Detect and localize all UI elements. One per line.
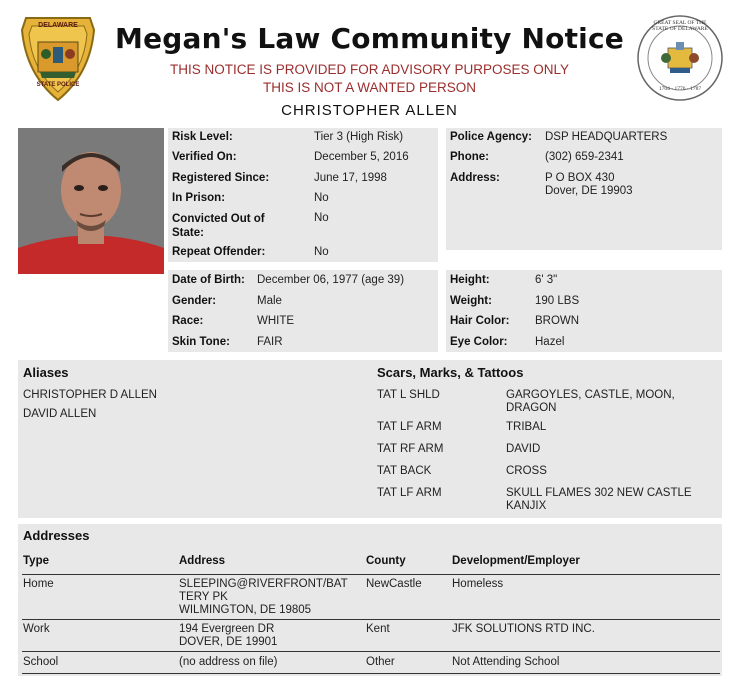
eye-color-value: Hazel <box>535 336 565 348</box>
height-value: 6' 3" <box>535 274 558 286</box>
badge-top-text: DELAWARE <box>38 22 78 29</box>
gender-label: Gender: <box>172 295 217 307</box>
aliases-heading: Aliases <box>23 365 69 380</box>
convicted-out-value: No <box>314 212 329 224</box>
phone-label: Phone: <box>450 151 489 163</box>
row-divider <box>22 651 720 652</box>
convicted-out-label: Convicted Out of State: <box>172 213 265 239</box>
registered-since-value: June 17, 1998 <box>314 172 387 184</box>
address-row-type: Work <box>23 623 50 635</box>
addresses-heading: Addresses <box>23 528 90 543</box>
seal-years: 1704 · 1776 · 1787 <box>658 86 702 92</box>
police-agency-label: Police Agency: <box>450 131 533 143</box>
mark-type: TAT BACK <box>377 465 432 477</box>
hair-color-label: Hair Color: <box>450 315 510 327</box>
offender-photo <box>18 128 164 274</box>
hair-color-value: BROWN <box>535 315 580 327</box>
badge-bottom-text: STATE POLICE <box>36 82 80 88</box>
alias-item: DAVID ALLEN <box>23 408 97 420</box>
column-header-employer: Development/Employer <box>452 555 580 567</box>
advisory-notice: THIS NOTICE IS PROVIDED FOR ADVISORY PURPOSES ONLY <box>169 62 570 77</box>
address-row-type: School <box>23 656 59 668</box>
agency-address-line1: P O BOX 430 <box>545 172 615 184</box>
alias-item: CHRISTOPHER D ALLEN <box>23 389 157 401</box>
mark-type: TAT L SHLD <box>377 389 440 401</box>
in-prison-value: No <box>314 192 329 204</box>
in-prison-label: In Prison: <box>172 192 226 204</box>
verified-on-value: December 5, 2016 <box>314 151 409 163</box>
page-title: Megan's Law Community Notice <box>115 22 624 55</box>
address-row-county: Kent <box>366 623 390 635</box>
agency-address-label: Address: <box>450 172 500 184</box>
mark-description: DAVID <box>506 443 541 455</box>
dob-label: Date of Birth: <box>172 274 245 286</box>
race-value: WHITE <box>257 315 295 327</box>
verified-on-label: Verified On: <box>172 151 237 163</box>
address-row-county: Other <box>366 656 395 668</box>
repeat-offender-value: No <box>314 246 329 258</box>
phone-value: (302) 659-2341 <box>545 151 624 163</box>
gender-value: Male <box>257 295 282 307</box>
risk-level-value: Tier 3 (High Risk) <box>314 131 404 143</box>
mark-description: CROSS <box>506 465 547 477</box>
address-row-line2: DOVER, DE 19901 <box>179 636 278 648</box>
addresses-panel <box>18 524 722 676</box>
column-header-type: Type <box>23 555 49 567</box>
risk-level-label: Risk Level: <box>172 131 233 143</box>
column-header-address: Address <box>179 555 226 567</box>
registered-since-label: Registered Since: <box>172 172 270 184</box>
row-divider <box>22 619 720 620</box>
height-label: Height: <box>450 274 490 286</box>
mark-description: TRIBAL <box>506 421 547 433</box>
eye-color-label: Eye Color: <box>450 336 508 348</box>
address-row-employer: JFK SOLUTIONS RTD INC. <box>452 623 595 635</box>
mark-type: TAT LF ARM <box>377 487 442 499</box>
agency-address-line2: Dover, DE 19903 <box>545 185 633 197</box>
column-header-county: County <box>366 555 406 567</box>
offender-name: CHRISTOPHER ALLEN <box>281 102 458 119</box>
row-divider <box>22 673 720 674</box>
address-row-line3: WILMINGTON, DE 19805 <box>179 604 312 616</box>
mark-type: TAT LF ARM <box>377 421 442 433</box>
mark-description: SKULL FLAMES 302 NEW CASTLE KANJIX <box>506 487 692 512</box>
mark-type: TAT RF ARM <box>377 443 444 455</box>
dob-value: December 06, 1977 (age 39) <box>257 274 405 286</box>
address-row-county: NewCastle <box>366 578 422 590</box>
repeat-offender-label: Repeat Offender: <box>172 246 266 258</box>
weight-label: Weight: <box>450 295 492 307</box>
header-divider <box>22 574 720 575</box>
police-agency-value: DSP HEADQUARTERS <box>545 131 668 143</box>
address-row-type: Home <box>23 578 54 590</box>
address-row-line1: 194 Evergreen DR <box>179 623 275 635</box>
mark-description: GARGOYLES, CASTLE, MOON, DRAGON <box>506 389 675 414</box>
address-row-employer: Not Attending School <box>452 656 560 668</box>
weight-value: 190 LBS <box>535 295 580 307</box>
address-row-line1: SLEEPING@RIVERFRONT/BAT <box>179 578 348 590</box>
race-label: Race: <box>172 315 204 327</box>
marks-heading: Scars, Marks, & Tattoos <box>377 365 524 380</box>
seal-ring-text: GREAT SEAL OF THE STATE OF DELAWARE <box>652 20 708 32</box>
skin-tone-value: FAIR <box>257 336 283 348</box>
skin-tone-label: Skin Tone: <box>172 336 230 348</box>
address-row-line2: TERY PK <box>179 591 228 603</box>
address-row-line1: (no address on file) <box>179 656 278 668</box>
not-wanted-notice: THIS IS NOT A WANTED PERSON <box>262 80 477 95</box>
address-row-employer: Homeless <box>452 578 504 590</box>
